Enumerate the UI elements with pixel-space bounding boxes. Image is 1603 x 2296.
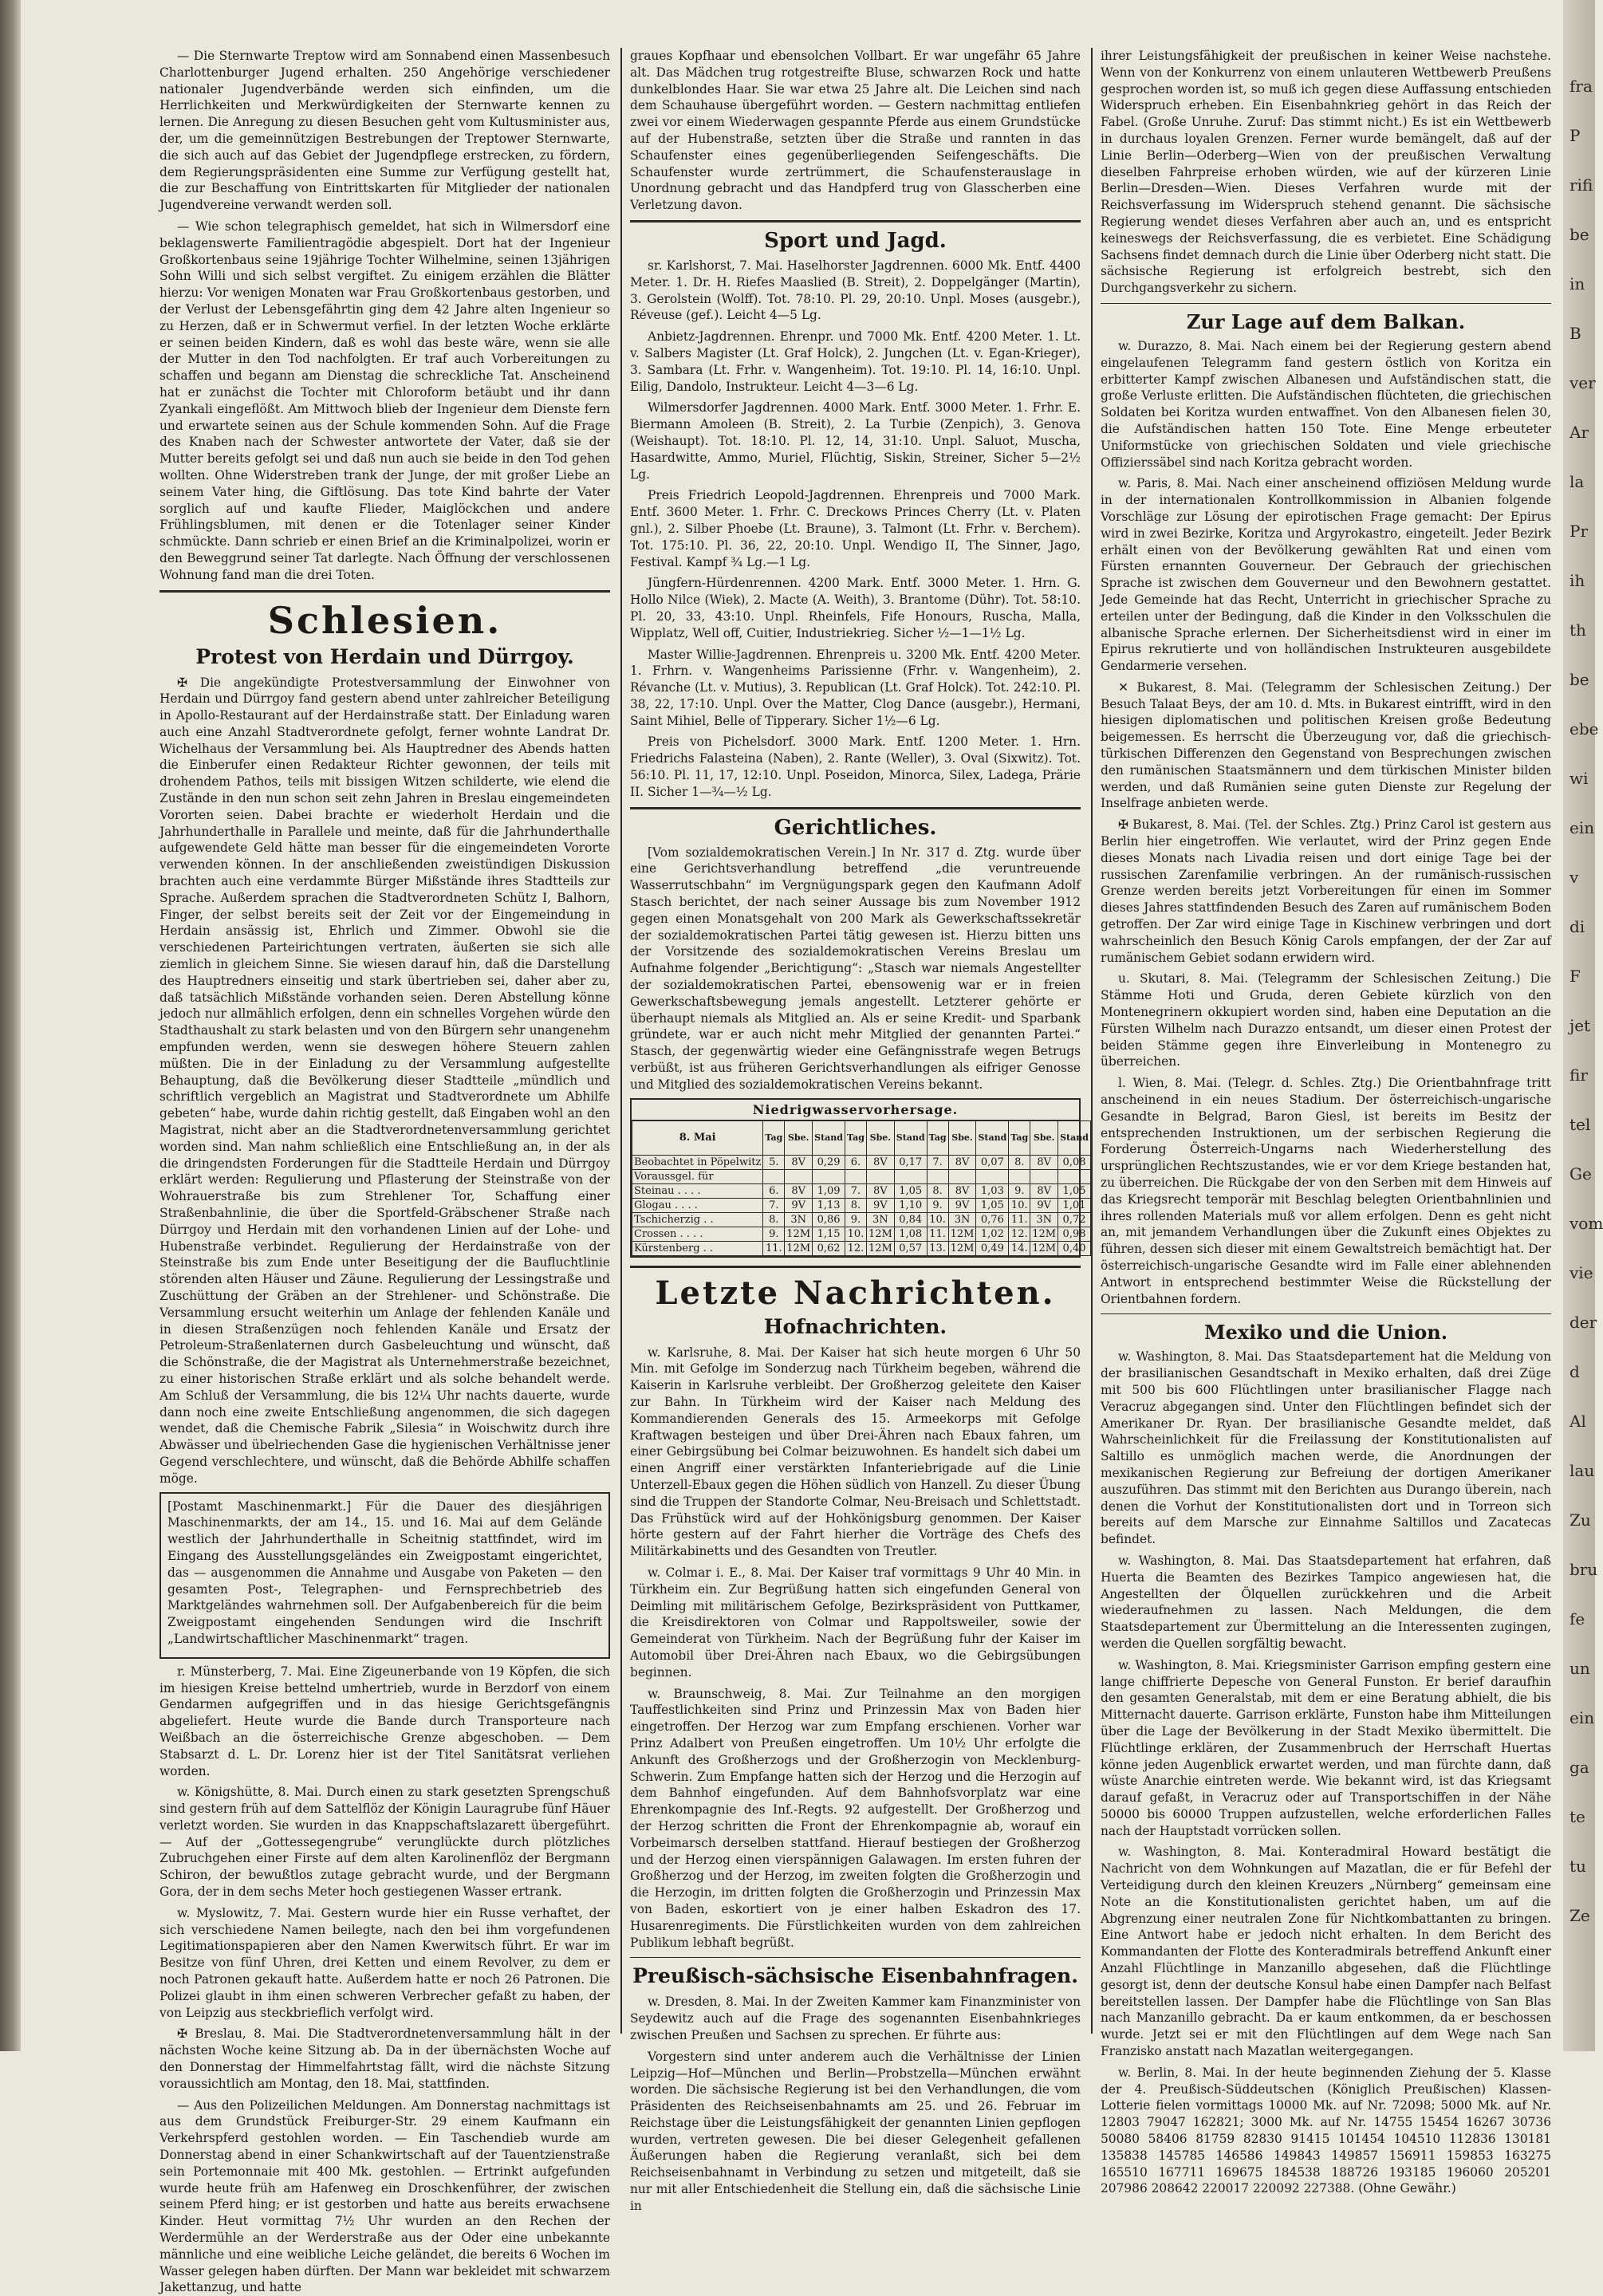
water-cell: 3N — [866, 1212, 894, 1227]
water-cell: 12M — [948, 1227, 976, 1241]
water-column-header: Stand — [976, 1120, 1009, 1155]
water-cell: 12. — [1009, 1227, 1030, 1241]
water-forecast-box — [630, 1098, 1089, 1258]
facing-page-fragment: bru — [1570, 1560, 1598, 1579]
facing-page-fragment: ebe — [1570, 719, 1599, 738]
facing-page-fragment: in — [1570, 274, 1585, 293]
water-cell: 8V — [785, 1183, 813, 1198]
facing-page-fragment: fir — [1570, 1065, 1588, 1085]
facing-page-fragment: v — [1570, 868, 1579, 887]
water-cell: 0,07 — [976, 1155, 1009, 1169]
water-cell: 8V — [948, 1155, 976, 1169]
facing-page-fragment: lau — [1570, 1461, 1595, 1480]
headline-balkan: Zur Lage auf dem Balkan. — [1186, 309, 1466, 333]
facing-page-fragment: der — [1570, 1313, 1597, 1332]
water-cell: 0,57 — [894, 1241, 927, 1255]
article-bukarest-1: ✕ Bukarest, 8. Mai. (Telegramm der Schlesischen Zeitung.) Der Besuch Talaat Beys, der am 10. d. Mts. in Bukarest eintrifft, wird in den hiesigen diplomatischen und politischen Kreisen große Bedeutung beigemessen. Es herrscht die Überzeugung vor, daß die griechisch-türkischen Differenzen den Gegenstand von Besprechungen zwischen den rumänischen Staatsmännern und dem türkischen Minister bilden werden, und daß Rumänien seine guten Dienste zur Regelung der Inselfrage anbieten werde. — [1101, 679, 1551, 811]
facing-page-fragment: ein — [1570, 818, 1595, 837]
water-cell — [1030, 1169, 1058, 1183]
facing-page-fragment: jet — [1570, 1016, 1591, 1035]
water-row-label: Crossen . . . . — [632, 1227, 763, 1241]
water-cell: 12M — [866, 1227, 894, 1241]
article-polizeiliche-meldungen: — Aus den Polizeilichen Meldungen. Am Donnerstag nachmittags ist aus dem Grundstück Freiburger-Str. 29 einem Kaufmann ein Verkehrspferd gestohlen worden. — Ein Taschendieb wurde am Donnerstag abend in einer Schankwirtschaft auf der Tauentzienstraße sein Portemonnaie mit 400 Mk. gestohlen. — Ertrinkt aufgefunden wurde heute früh am Hafenweg ein Droschkenführer, der zwischen seinem Pferd hing; er ist gestorben und hatte aus bereits erwachsene Kinder. Heut vormittag 7½ Uhr wurden an den Rechen der Werdermühle an der Werderstraße aus der Oder eine unbekannte männliche und eine weibliche Leiche geländet, die bereits 6 Wochen im Wasser gelegen haben dürften. Der Mann war bekleidet mit schwarzem Jakettanzug, und hatte — [160, 2097, 610, 2295]
water-cell: 12M — [785, 1241, 813, 1255]
facing-page-fragment: ein — [1570, 1708, 1595, 1727]
water-cell: 8. — [845, 1198, 866, 1212]
water-cell: 0,08 — [1058, 1155, 1091, 1169]
race-result: sr. Karlshorst, 7. Mai. Haselhorster Jagdrennen. 6000 Mk. Entf. 4400 Meter. 1. Dr. H. Riefes Maaslied (B. Streit), 2. Doppelgänger (Martin), 3. Gerolstein (Wolff). Tot. 78:10. Pl. 29, 20:10. Unpl. Moses (ausgebr.), Réveuse (gef.). Leicht 4—5 Lg. — [630, 258, 1081, 323]
article-karlsruhe: w. Karlsruhe, 8. Mai. Der Kaiser hat sich heute morgen 6 Uhr 50 Min. mit Gefolge im Sonderzug nach Türkheim begeben, während die Kaiserin in Karlsruhe verbleibt. Der Großherzog geleitete den Kaiser zur Bahn. In Türkheim wird der Kaiser nach Meldung des Kommandierenden Generals des 15. Armeekorps mit Gefolge Kraftwagen besteigen und über Drei-Ähren nach Ebaux fahren, um einer Gebirgsübung bei Colmar beizuwohnen. Es handelt sich dabei um einen Angriff einer verstärkten Infanteriebrigade auf die Linie Unterzell-Ebaux gegen die Höhen südlich von Hanzell. Zu dieser Übung sind die Truppen der Standorte Colmar, Neu-Breisach und Schlettstadt. Das Frühstück wird auf der Hohkönigsburg genommen. Der Kaiser hörte gestern auf der Fahrt hierher die Vorträge des Chefs des Militärkabinetts und des Gesandten von Treutler. — [630, 1345, 1081, 1559]
water-column-header: Sbe. — [948, 1120, 976, 1155]
water-cell — [976, 1169, 1009, 1183]
water-cell: 0,49 — [976, 1241, 1009, 1255]
headline-protest: Protest von Herdain und Dürrgoy. — [195, 644, 574, 668]
headline-mexiko: Mexiko und die Union. — [1203, 1321, 1448, 1345]
water-cell: 0,84 — [894, 1212, 927, 1227]
water-cell: 3N — [948, 1212, 976, 1227]
article-myslowitz: w. Myslowitz, 7. Mai. Gestern wurde hier ein Russe verhaftet, der sich verschiedene Namen beilegte, nach den bei ihm vorgefundenen Legitimationspapieren aber den Namen Kwerwitsch führt. Er war im Besitze von fünf Uhren, drei Ketten und einem Revolver, zu dem er noch Patronen gekauft hatte. Außerdem hatte er noch 26 Patronen. Die Polizei glaubt in ihm einen schweren Verbrecher gefaßt zu haben, der von Leipzig aus steckbrieflich verfolgt wird. — [160, 1905, 610, 2020]
water-cell: 1,05 — [1058, 1183, 1091, 1198]
water-cell: 8V — [1030, 1155, 1058, 1169]
water-cell: 1,09 — [813, 1183, 845, 1198]
water-cell — [813, 1169, 845, 1183]
facing-page-fragment: un — [1570, 1659, 1590, 1678]
column-3 — [1101, 48, 1551, 2196]
facing-page-fragment: Ge — [1570, 1164, 1592, 1183]
water-cell: 0,98 — [1058, 1227, 1091, 1241]
facing-page-fragment: Ar — [1570, 423, 1589, 442]
water-cell: 8. — [1009, 1155, 1030, 1169]
facing-page-fragment: wi — [1570, 769, 1589, 788]
article-koenigshuette: w. Königshütte, 8. Mai. Durch einen zu stark gesetzten Sprengschuß sind gestern früh auf dem Sattelflöz der Königin Lauragrube fünf Häuer verletzt worden. Sie wurden in das Knappschaftslazarett übergeführt. — Auf der „Gottessegengrube“ verunglückte durch plötzliches Zubruchgehen einer Firste auf dem alten Karolinenflöz der Bergmann Schiron, der bewußtlos zutage gebracht wurde, und der Bergmann Gora, der in dem sechs Meter hoch gestiegenen Wasser ertrank. — [160, 1785, 610, 1900]
water-cell: 11. — [1009, 1212, 1030, 1227]
notice-box-postamt — [160, 1492, 610, 1659]
water-cell: 0,72 — [1058, 1212, 1091, 1227]
article-washington-2: w. Washington, 8. Mai. Das Staatsdepartement hat erfahren, daß Huerta die Beamten des Bezirkes Tampico angewiesen hat, die Angestellten der Ölquellen zurückkehren und die Arbeit wiederaufnehmen zu lassen. Nach Meldungen, die dem Staatsdepartement zur Übermittelung an die Interessenten zugingen, werden die Quellen sorgfältig bewacht. — [1101, 1553, 1551, 1651]
notice-postamt: [Postamt Maschinenmarkt.] Für die Dauer des diesjährigen Maschinenmarkts, der am 14., 15. und 16. Mai auf dem Gelände westlich der Jahrhunderthalle in Scheitnig stattfindet, wird im Eingang des Ausstellungsgeländes ein Zweigpostamt eingerichtet, das — ausgenommen die Annahme und Ausgabe von Paketen — den gesamten Post-, Telegraphen- und Fernsprechbetrieb des Marktgeländes wahrnehmen soll. Der Aufgabenbereich für die beim Zweigpostamt eingehenden Sendungen wird die Inschrift „Landwirtschaftlicher Maschinenmarkt“ tragen. — [167, 1499, 602, 1646]
water-cell: 9. — [845, 1212, 866, 1227]
water-cell: 1,05 — [976, 1198, 1009, 1212]
water-cell — [845, 1169, 866, 1183]
water-cell: 1,10 — [894, 1198, 927, 1212]
article-paris: w. Paris, 8. Mai. Nach einer anscheinend offiziösen Meldung wurde in der internationalen Kontrollkommission in Albanien folgende Vorschläge zur Lösung der epirotischen Frage gemacht: Der Epirus wird in zwei Bezirke, Koritza und Argyrokastro, eingeteilt. Jeder Bezirk erhält einen von der Bevölkerung gewählten Rat und einen vom Fürsten ernannten Gouverneur. Der Gebrauch der griechischen Sprache ist zwischen dem Gouverneur und den Bewohnern gestattet. Jede Gemeinde hat das Recht, Unterricht in griechischer Sprache zu erteilen unter der Bedingung, daß die Kinder in den Volksschulen die albanische Sprache erlernen. Der Sicherheitsdienst wird in einer im Epirus rekrutierte und von holländischen Instrukteuren ausgebildete Gendarmerie versehen. — [1101, 476, 1551, 674]
water-column-header: Sbe. — [866, 1120, 894, 1155]
water-row-label: Steinau . . . . — [632, 1183, 763, 1198]
water-cell: 0,76 — [976, 1212, 1009, 1227]
water-cell: 11. — [927, 1227, 948, 1241]
divider — [1101, 1313, 1551, 1314]
water-cell: 0,86 — [813, 1212, 845, 1227]
water-row-label: Tschicherzig . . — [632, 1212, 763, 1227]
water-cell — [1058, 1169, 1091, 1183]
headline-eisenbahnfragen: Preußisch-sächsische Eisenbahnfragen. — [632, 1964, 1078, 1988]
divider — [630, 807, 1081, 809]
water-cell: 9V — [785, 1198, 813, 1212]
article-durazzo: w. Durazzo, 8. Mai. Nach einem bei der Regierung gestern abend eingelaufenen Telegramm fand gestern östlich von Koritza ein erbitterter Kampf zwischen Albanesen und Aufständischen statt, die große Verluste erlitten. Die Aufständischen flüchteten, die griechischen Soldaten bei Koritza wurden entwaffnet. Von den Albanesen fielen 30, die Aufständischen hatten 150 Tote. Eine Menge erbeuteter Uniformstücke von griechischen Soldaten und viele griechische Offizierssäbel sind nach Koritza gebracht worden. — [1101, 338, 1551, 470]
next-page-edge — [1563, 0, 1603, 2051]
race-result: Preis von Pichelsdorf. 3000 Mark. Entf. 1200 Meter. 1. Hrn. Friedrichs Falasteina (Naben), 2. Rante (Weller), 3. Oval (Sixwitz). Tot. 56:10. Pl. 11, 17, 12:10. Unpl. Poseidon, Minorca, Silex, Ladega, Prärie II. Sicher 1—¾—½ Lg. — [630, 734, 1081, 799]
divider — [630, 1957, 1081, 1958]
water-cell: 7. — [845, 1183, 866, 1198]
facing-page-fragment: Zu — [1570, 1510, 1591, 1530]
water-row-label: Beobachtet in Pöpelwitz — [632, 1155, 763, 1169]
facing-page-fragment: tel — [1570, 1115, 1591, 1134]
facing-page-fragment: ih — [1570, 571, 1585, 590]
water-column-header: Tag — [1009, 1120, 1030, 1155]
water-cell: 9. — [763, 1227, 785, 1241]
water-column-header: Stand — [813, 1120, 845, 1155]
facing-page-fragment: rifi — [1570, 175, 1593, 195]
water-cell: 1,05 — [894, 1183, 927, 1198]
water-cell: 12M — [1030, 1241, 1058, 1255]
facing-page-fragment: be — [1570, 670, 1589, 689]
water-cell: 1,15 — [813, 1227, 845, 1241]
book-spine-shadow — [0, 0, 21, 2051]
facing-page-fragment: Al — [1570, 1412, 1586, 1431]
facing-page-fragment: Ze — [1570, 1906, 1590, 1925]
water-cell — [785, 1169, 813, 1183]
article-washington-1: w. Washington, 8. Mai. Das Staatsdepartement hat die Meldung von der brasilianischen Gesandtschaft in Mexiko erhalten, daß drei Züge mit 500 bis 600 Flüchtlingen unter brasilianischer Flagge nach Veracruz abgegangen sind. Unter den Flüchtlingen befindet sich der Amerikaner Dr. Ryan. Der brasilianische Gesandte meldet, daß Wahrscheinlichkeit für die Freilassung der Konstitutionalisten auf Saltillo es unmöglich machen werde, die Anordnungen der mexikanischen Regierung zur Befreiung der dortigen Amerikaner auszuführen. Das stimmt mit den Berichten aus Durango überein, nach denen die Vorhut der Konstitutionalisten dort und in Torreon sich bereits auf dem Marsche zur Einnahme Saltillos und Zacatecas befindet. — [1101, 1349, 1551, 1547]
facing-page-fragment: di — [1570, 917, 1585, 936]
water-cell: 6. — [845, 1155, 866, 1169]
water-cell: 3N — [785, 1212, 813, 1227]
water-cell: 0,40 — [1058, 1241, 1091, 1255]
water-cell: 8V — [948, 1183, 976, 1198]
facing-page-fragment: tu — [1570, 1857, 1586, 1876]
water-cell: 3N — [1030, 1212, 1058, 1227]
facing-page-fragment: fra — [1570, 77, 1593, 96]
race-result: Jüngfern-Hürdenrennen. 4200 Mark. Entf. 3000 Meter. 1. Hrn. G. Hollo Nilce (Wiek), 2. Macte (A. Weith), 3. Brantome (Dühr). Tot. 58:10. Pl. 20, 33, 43:10. Unpl. Rheinfels, Fife Honours, Ruscha, Malla, Wipplatz, Well off, Cuitier, Industriekrieg. Sicher ½—1—1½ Lg. — [630, 576, 1081, 640]
race-result: Wilmersdorfer Jagdrennen. 4000 Mark. Entf. 3000 Meter. 1. Frhr. E. Biermann Amoleen (B. Streit), 2. La Turbie (Zenpich), 3. Genova (Weishaupt). Tot. 18:10. Pl. 12, 14, 31:10. Unpl. Saluot, Muscha, Hasardwitte, Ammo, Muriel, Flüchtig, Siskin, Streiner, Sicher 5—2½ Lg. — [630, 400, 1081, 482]
section-title-schlesien: Schlesien. — [267, 598, 502, 642]
water-column-header: Tag — [927, 1120, 948, 1155]
water-cell: 12M — [785, 1227, 813, 1241]
water-cell: 8V — [866, 1183, 894, 1198]
water-cell: 1,08 — [894, 1227, 927, 1241]
water-cell: 5. — [763, 1155, 785, 1169]
article-bukarest-2: ✠ Bukarest, 8. Mai. (Tel. der Schles. Ztg.) Prinz Carol ist gestern aus Berlin hier eingetroffen. Wie verlautet, wird der Prinz gegen Ende dieses Monats nach Livadia reisen und dort einige Tage bei der russischen Zarenfamilie verbringen. An der rumänisch-russischen Grenze werden bereits jetzt Vorbereitungen für einen im Sommer dieses Jahres stattfindenden Besuch des Zaren auf rumänischem Boden getroffen. Der Zar wird einige Tage in Kischinew verbringen und dort wahrscheinlich den Besuch König Carols empfangen, der der Zar auf rumänischem Gebiet sodann erwidern wird. — [1101, 817, 1551, 965]
water-row-label: Kürstenberg . . — [632, 1241, 763, 1255]
article-breslau-stadtverordnete: ✠ Breslau, 8. Mai. Die Stadtverordnetenversammlung hält in der nächsten Woche keine Sitzung ab. Da in der übernächsten Woche auf den Donnerstag der Himmelfahrtstag fällt, wird die nächste Sitzung voraussichtlich am Montag, den 18. Mai, stattfinden. — [160, 2026, 610, 2091]
article-skutari: u. Skutari, 8. Mai. (Telegramm der Schlesischen Zeitung.) Die Stämme Hoti und Gruda, deren Gebiete kürzlich von den Montenegrinern okkupiert worden sind, haben eine Deputation an die Fürsten Wilhelm nach Durazzo entsandt, um dieser einen Protest der beiden Stämme gegen ihre Einverleibung in Montenegro zu überreichen. — [1101, 971, 1551, 1069]
water-cell: 0,17 — [894, 1155, 927, 1169]
column-rule — [1091, 48, 1093, 2034]
divider — [1101, 303, 1551, 304]
water-cell: 6. — [763, 1183, 785, 1198]
section-title-sport: Sport und Jagd. — [764, 228, 947, 253]
water-cell: 12. — [845, 1241, 866, 1255]
water-row-label: Voraussgel. für — [632, 1169, 763, 1183]
facing-page-fragment: ver — [1570, 373, 1596, 392]
facing-page-fragment: Pr — [1570, 522, 1589, 541]
water-forecast-title: Niedrigwasservorhersage. — [632, 1100, 1079, 1120]
water-cell: 12M — [1030, 1227, 1058, 1241]
divider — [160, 590, 610, 593]
water-cell: 8V — [785, 1155, 813, 1169]
water-cell: 0,29 — [813, 1155, 845, 1169]
water-cell: 9V — [866, 1198, 894, 1212]
facing-page-fragment: th — [1570, 620, 1586, 640]
facing-page-fragment: F — [1570, 967, 1581, 986]
column-2 — [630, 48, 1089, 2213]
water-cell: 9V — [948, 1198, 976, 1212]
article-sozialdemokratischer-verein: [Vom sozialdemokratischen Verein.] In Nr. 317 d. Ztg. wurde über eine Gerichtsverhandlung betreffend „die veruntreuende Wasserrutschbahn“ im Vergnügungspark gegen den Kaufmann Adolf Stasch berichtet, der nach seiner Aussage bis zum November 1912 gegen einen Monatsgehalt von 200 Mark als Gewerkschaftssekretär der sozialdemokratischen Partei tätig gewesen ist. Hierzu bitten uns der Vorsitzende des sozialdemokratischen Vereins Breslau um Aufnahme folgender „Berichtigung“: „Stasch war niemals Angestellter der sozialdemokratischen Partei, ebensowenig war er in freien Gewerkschaftsbewegung jemals angestellt. Letzterer gehörte er überhaupt niemals als Mitglied an. Als er seine Kredit- und Sparbank gründete, war er auch nicht mehr Mitglied der genannten Partei.“ Stasch, der gegenwärtig wieder eine Gefängnisstrafe wegen Betrugs verbüßt, ist aus früheren Gerichtsverhandlungen als eifriger Genosse und Mitglied des sozialdemokratischen Vereins bekannt. — [630, 845, 1081, 1092]
water-cell: 10. — [845, 1227, 866, 1241]
facing-page-fragment: d — [1570, 1362, 1580, 1381]
water-cell: 0,62 — [813, 1241, 845, 1255]
article-wien: l. Wien, 8. Mai. (Telegr. d. Schles. Ztg.) Die Orientbahnfrage tritt anscheinend in ein neues Stadium. Der österreichisch-ungarische Gesandte in Belgrad, Baron Giesl, ist bereits im Besitz der entsprechenden Instruktionen, um der serbischen Regierung die Forderung Österreich-Ungarns nach Wiederherstellung des ursprünglichen Rechtszustandes, wie er vor dem Kriege bestanden hat, zu überreichen. Die Rückgabe der von den Serben mit dem Hinweis auf das Kriegsrecht temporär mit Beschlag belegten Orientbahnlinien und ihres rollenden Materials muß vor allem erfolgen. Denn es geht nicht an, mit jemandem Verhandlungen über die Zukunft eines Objektes zu führen, dessen sich dieser mit einem Gewaltstreich bemächtigt hat. Der österreichisch-ungarische Gesandte wird im Falle einer ablehnenden Antwort in entsprechend bestimmter Weise die Rückstellung der Orientbahnen fordern. — [1101, 1076, 1551, 1306]
water-column-header: Stand — [894, 1120, 927, 1155]
water-column-header: Sbe. — [1030, 1120, 1058, 1155]
race-result: Anbietz-Jagdrennen. Ehrenpr. und 7000 Mk. Entf. 4200 Meter. 1. Lt. v. Salbers Magister (Lt. Graf Holck), 2. Jungchen (Lt. v. Egan-Krieger), 3. Sambara (Lt. Frhr. v. Wangenheim). Tot. 19:10. Pl. 14, 16:10. Unpl. Eilig, Dandolo, Instrukteur. Leicht 4—3—6 Lg. — [630, 329, 1081, 394]
article-washington-4: w. Washington, 8. Mai. Konteradmiral Howard bestätigt die Nachricht von dem Wohnkungen auf Mazatlan, die er für Befehl der Verteidigung durch den kleinen Kreuzers „Nürnberg“ gemeinsam eine Note an die Konstitutionalisten gerichtet haben, um auf die Abgrenzung einer neutralen Zone für Nichtkombattanten zu bringen. Eine Antwort habe er jedoch nicht erhalten. In dem Bericht des Kommandanten der Flotte des Konteradmirals betreffend Ankunft einer Anzahl Flüchtlinge in Manzanillo abgesehen, daß die Flüchtlinge gesorgt ist, denn der deutsche Konsul habe einen Dampfer nach Belfast bereitstellen lassen. Der Dampfer habe die Flüchtlinge von San Blas nach Manzanillo gebracht. Da er kaum entkommen, da er beschossen wurde. Jetzt sei er mit den Flüchtlingen auf dem Wege nach San Franzisko anstatt nach Mazatlan weitergegangen. — [1101, 1845, 1551, 2059]
article-sternwarte: — Die Sternwarte Treptow wird am Sonnabend einen Massenbesuch Charlottenburger Jugend erhalten. 250 Angehörige verschiedener nationaler Jugendverbände werden sich einfinden, um die Herrlichkeiten und Merkwürdigkeiten der Sternwarte kennen zu lernen. Die Anregung zu diesen Besuchen geht vom Kultusminister aus, der, um die gemeinnützigen Bestrebungen der Treptower Sternwarte, die sich auch auf das Gebiet der Jugendpflege erstrecken, zu fördern, dem Regierungspräsidenten eine Summe zur Verfügung gestellt hat, die zur Beschaffung von Eintrittskarten für Mitglieder der nationalen Jugendvereine verwandt werden soll. — [160, 49, 610, 213]
facing-page-fragment: vie — [1570, 1263, 1593, 1282]
water-cell: 13. — [927, 1241, 948, 1255]
water-cell: 9. — [1009, 1183, 1030, 1198]
water-cell: 8V — [1030, 1183, 1058, 1198]
section-title-gerichtliches: Gerichtliches. — [774, 815, 937, 840]
water-row-label: Glogau . . . . — [632, 1198, 763, 1212]
water-cell: 10. — [927, 1212, 948, 1227]
water-cell: 1,01 — [1058, 1198, 1091, 1212]
facing-page-fragment: la — [1570, 472, 1585, 491]
water-cell: 11. — [763, 1241, 785, 1255]
article-dresden: w. Dresden, 8. Mai. In der Zweiten Kammer kam Finanzminister von Seydewitz auch auf die Frage des sogenannten Eisenbahnkrieges zwischen Preußen und Sachsen zu sprechen. Er führte aus: — [630, 1995, 1081, 2042]
water-cell: 8. — [763, 1212, 785, 1227]
headline-hofnachrichten: Hofnachrichten. — [763, 1314, 947, 1338]
article-braunschweig: w. Braunschweig, 8. Mai. Zur Teilnahme an den morgigen Tauffestlichkeiten sind Prinz und Prinzessin Max von Baden hier eingetroffen. Der Herzog war zum Empfang erschienen. Vorher war Prinz Adalbert von Preußen eingetroffen. Um 10½ Uhr erfolgte die Ankunft des Großherzogs und der Großherzogin von Mecklenburg-Schwerin. Zum Empfange hatten sich der Herzog und die Herzogin auf dem Bahnhof eingefunden. Auf dem Bahnhofsvorplatz war eine Ehrenkompagnie des Inf.-Regts. 92 aufgestellt. Der Großherzog und der Herzog schritten die Front der Ehrenkompagnie ab, worauf ein Vorbeimarsch derselben stattfand. Hierauf bestiegen der Großherzog und der Herzog einen vierspännigen Galawagen. Im ersten fuhren der Großherzog und der Herzog, im zweiten folgten die Großherzogin und die Herzogin, im dritten folgten die Großherzogin und Prinzessin Max von Baden, eskortiert von je einer halben Eskadron des 17. Husarenregiments. Die Fürstlichkeiten wurden von dem zahlreichen Publikum lebhaft begrüßt. — [630, 1686, 1081, 1950]
facing-page-fragment: B — [1570, 324, 1581, 343]
section-title-letzte-nachrichten: Letzte Nachrichten. — [655, 1274, 1056, 1312]
water-cell — [866, 1169, 894, 1183]
water-cell: 12M — [866, 1241, 894, 1255]
article-protest: ✠ Die angekündigte Protestversammlung der Einwohner von Herdain und Dürrgoy fand gestern abend unter zahlreicher Beteiligung in Apollo-Restaurant auf der Herdainstraße statt. Der Einladung waren auch eine Anzahl Stadtverordnete gefolgt, ferner wohnte Landrat Dr. Wichelhaus der Versammlung bei. Als Hauptredner des Abends hatten die Einberufer einen Redakteur Richter gewonnen, der teils mit drohendem Pathos, teils mit bissigen Witzen schilderte, wie elend die Zustände in den nun schon seit zehn Jahren in Breslau eingemeindeten Vororten seien. Dabei brachte er wiederholt Herdain und die Jahrhunderthalle in Parallele und meinte, daß für die Jahrhunderthalle aufgewendete Geld hätte man besser für die eingemeindeten Vororte verwenden können. In der anschließenden zweistündigen Diskussion brachten auch eine verdammte Bürger Mißstände ihres Stadtteils zur Sprache. Außerdem sprachen die Stadtverordneten Schütz I, Balhorn, Finger, der selbst bereits seit der Zeit vor der Eingemeindung in Herdain ansässig ist, Ehrlich und Zimmer. Obwohl sie die verschiedenen Parteirichtungen vertraten, äußerten sie sich alle ziemlich in gleichem Sinne. Sie wiesen darauf hin, daß die Darstellung des Hauptredners einseitig und stark übertrieben sei, daher aber zu, daß tatsächlich Mißstände vorhanden seien. Deren Abstellung könne jedoch nur allmählich erfolgen, denn ein schnelles Vorgehen würde den Stadthaushalt zu stark belasten und von den Bürgern sehr unangenehm empfunden werden, wenn sie deswegen höhere Steuern zahlen müßten. Die in der Einladung zu der Versammlung aufgestellte Behauptung, daß die Bevölkerung dieser Stadtteile „mündlich und schriftlich vergeblich an Magistrat und Stadtverordnete um Abhilfe gebeten“ habe, wurde dahin richtig gestellt, daß Eingaben wohl an den Magistrat, nicht aber an die Stadtverordnetenversammlung gerichtet worden sind. Man nahm schließlich eine Entschließung an, in der als die dringendsten Forderungen für die Stadtteile Herdain und Dürrgoy erklärt werden: Regulierung und Pflasterung der Steinstraße von der Wohrauerstraße bis zum Strehlener Tor, Schaffung einer Straßenbahnlinie, die über die Sportfeld-Gräbschener Straße nach Dürrgoy und Herdain mit den vorhandenen Linien auf der Lohe- und Hubenstraße verbindet. Regulierung der Herdainstraße von der Steinstraße bis zum Ende unter Beseitigung der die Baufluchtlinie störenden alten Häuser und Zäune. Regulierung der Lessingstraße und Zuschüttung der Gräben an der Strehlener- und Schönstraße. Die Versammlung ersucht weiterhin um Anlage der fehlenden Kanäle und in diesen Straßenzügen noch fehlenden Kanäle und Ersatz der Petroleum-Straßenlaternen durch Gasbeleuchtung und wünscht, daß die Schönstraße, die der Magistrat als Unternehmerstraße bezeichnet, zu einer historischen Straße erklärt und als solche behandelt werde. Am Schluß der Versammlung, die bis 12¼ Uhr nachts dauerte, wurde dann noch eine zweite Entschließung angenommen, die sich dagegen wendet, daß die Chemische Fabrik „Silesia“ in Woischwitz durch ihre Abwässer und übelriechenden Gase die hygienischen Verhältnisse jener Gegend verschlechtere, und wünscht, daß die Behörde Abhilfe schaffen möge. — [160, 675, 610, 1486]
water-cell: 1,13 — [813, 1198, 845, 1212]
newspaper-page — [160, 48, 1555, 2295]
water-column-header: Sbe. — [785, 1120, 813, 1155]
divider — [630, 220, 1081, 223]
water-forecast-table — [632, 1120, 1091, 1256]
article-colmar: w. Colmar i. E., 8. Mai. Der Kaiser traf vormittags 9 Uhr 40 Min. in Türkheim ein. Zur Begrüßung hatten sich eingefunden General von Deimling mit militärischem Gefolge, Bezirkspräsident von Puttkamer, die Kreisdirektoren von Colmar und Rappoltsweiler, sowie der Gemeinderat von Türkheim. Nach der Begrüßung fuhr der Kaiser im Automobil über Drei-Ähren nach Ebaux, wo die Gebirgsübungen beginnen. — [630, 1565, 1081, 1680]
column-rule — [620, 48, 622, 2034]
water-cell: 9. — [927, 1198, 948, 1212]
divider — [630, 1266, 1081, 1268]
article-familientragoedie: — Wie schon telegraphisch gemeldet, hat sich in Wilmersdorf eine beklagenswerte Familientragödie abgespielt. Dort hat der Ingenieur Großkortenbaus seine 19jährige Tochter Wilhelmine, seinen 13jährigen Sohn Willi und sich selbst vergiftet. Zu einigem erzählen die Blätter hierzu: Vor wenigen Monaten war Frau Großkortenbaus gestorben, und der Verlust der Lebensgefährtin ging dem 42 Jahre alten Ingenieur so zu Herzen, daß er in Schwermut verfiel. In der letzten Woche erklärte er seinen beiden Kindern, daß es wohl das beste wäre, wenn sie alle der Mutter in den Tod nachfolgten. Er traf auch Vorbereitungen zu schaffen und begann am Dienstag die schreckliche Tat. Anscheinend hat er zunächst die Tochter mit Chloroform betäubt und ihr dann Zyankali eingeflößt. Am Mittwoch blieb der Ingenieur dem Dienste fern und erwartete seinen aus der Schule kommenden Sohn. Auf die Frage des Knaben nach der Schwester antwortete der Vater, daß sie der Mutter bereits gefolgt sei und daß nun auch sie beide in den Tod gehen wollten. Ohne Widerstreben trank der Junge, der mit großer Liebe an seinem Vater hing, die Giftlösung. Das tote Kind bahrte der Vater sorglich auf und kaufte Flieder, Maiglöckchen und andere Frühlingsblumen, mit denen er die Totenlager seiner Kinder schmückte. Dann schrieb er einen Brief an die Kriminalpolizei, worin er den Beweggrund seiner Tat darlegte. Nach Öffnung der verschlossenen Wohnung fand man die drei Toten. — [160, 219, 610, 582]
article-muensterberg: r. Münsterberg, 7. Mai. Eine Zigeunerbande von 19 Köpfen, die sich im hiesigen Kreise bettelnd umhertrieb, wurde in Berzdorf von einem Gendarmen aufgegriffen und in das hiesige Gerichtsgefängnis abgeliefert. Heute wurde die Bande durch Transporteure nach Weißbach an die österreichische Grenze abgeschoben. — Dem Stabsarzt d. L. Dr. Lorenz hier ist der Titel Sanitätsrat verliehen worden. — [160, 1664, 610, 1778]
column-1 — [160, 48, 610, 2295]
facing-page-fragment: vom — [1570, 1214, 1603, 1233]
facing-page-fragment: be — [1570, 225, 1589, 244]
article-continued: graues Kopfhaar und ebensolchen Vollbart. Er war ungefähr 65 Jahre alt. Das Mädchen trug rotgestreifte Bluse, schwarzen Rock und hatte dunkelblondes Haar. Sie war etwa 25 Jahre alt. Die Leichen sind nach dem Schauhause übergeführt worden. — Gestern nachmittag entliefen zwei vor einem Wiederwagen gespannte Pferde aus einem Grundstücke auf der Hubenstraße, setzten über die Straße und rannten in das Schaufenster eines gegenüberliegenden Seifengeschäfts. Die Schaufenster wurde zertrümmert, die Schaufensterauslage in Unordnung gebracht und das Handpferd trug von Glasscherben eine Verletzung davon. — [630, 49, 1081, 213]
water-cell — [927, 1169, 948, 1183]
water-cell — [763, 1169, 785, 1183]
facing-page-fragment: te — [1570, 1807, 1585, 1826]
water-cell: 7. — [763, 1198, 785, 1212]
facing-page-fragment: ga — [1570, 1758, 1589, 1777]
facing-page-fragment: fe — [1570, 1609, 1585, 1628]
water-cell: 8. — [927, 1183, 948, 1198]
water-cell — [948, 1169, 976, 1183]
water-cell: 14. — [1009, 1241, 1030, 1255]
water-column-header: Stand — [1058, 1120, 1091, 1155]
water-column-header: Tag — [845, 1120, 866, 1155]
water-column-header: Tag — [763, 1120, 785, 1155]
article-dresden-continued: Vorgestern sind unter anderem auch die Verhältnisse der Linien Leipzig—Hof—München und Berlin—Probstzella—München erwähnt worden. Die sächsische Regierung ist bei den Verhandlungen, die vom Präsidenten des Reichseisenbahnamts am 25. und 26. Februar im Reichstage über die Leistungsfähigkeit der genannten Linien gepflogen wurden, vertreten gewesen. Die bei dieser Gelegenheit gefallenen Äußerungen haben die Regierung veranlaßt, sich bei dem Reichseisenbahnamt in Verbindung zu setzen und mitgeteilt, daß sie nur mit aller Entschiedenheit die Stellung ein, daß die sächsische Linie in — [630, 2049, 1081, 2213]
water-cell: 12M — [948, 1241, 976, 1255]
race-result: Master Willie-Jagdrennen. Ehrenpreis u. 3200 Mk. Entf. 4200 Meter. 1. Frhrn. v. Wangenheims Parissienne (Frhr. v. Wangenheim), 2. Révanche (Lt. v. Mutius), 3. Republican (Lt. Graf Holck). Tot. 242:10. Pl. 38, 22, 17:10. Unpl. Over the Matter, Clog Dance (ausgebr.), Hermani, Saint Mihiel, Belle of Tipperary. Sicher 1½—6 Lg. — [630, 647, 1081, 728]
water-date-header: 8. Mai — [632, 1120, 763, 1155]
water-cell — [894, 1169, 927, 1183]
water-cell — [1009, 1169, 1030, 1183]
article-berlin-lotterie: w. Berlin, 8. Mai. In der heute beginnenden Ziehung der 5. Klasse der 4. Preußisch-Süddeutschen (Königlich Preußischen) Klassen-Lotterie fielen vormittags 10000 Mk. auf Nr. 72098; 5000 Mk. auf Nr. 12803 79047 162821; 3000 Mk. auf Nr. 14755 15454 16267 30736 50080 58406 81759 82830 91415 101454 104510 112836 130181 135838 145785 146586 149843 149857 156911 159853 163275 165510 167711 169675 184538 188726 193185 196060 205201 207986 208642 220017 220092 227388. (Ohne Gewähr.) — [1101, 2065, 1551, 2196]
article-continued: ihrer Leistungsfähigkeit der preußischen in keiner Weise nachstehe. Wenn von der Konkurrenz von einem unlauteren Wettbewerb Preußens gesprochen worden ist, so muß ich gegen diese Auffassung entschieden Widerspruch erheben. Ein Eisenbahnkrieg gehört in das Reich der Fabel. (Große Unruhe. Zuruf: Das stimmt nicht.) Es ist ein Wettbewerb in durchaus loyalen Grenzen. Ferner wurde bemängelt, daß auf der Linie Berlin—Oderberg—Wien von der preußischen Verwaltung dieselben Fahrpreise erhoben würden, wie auf der kürzeren Linie Berlin—Dresden—Wien. Dieses Verfahren wurde mit der Reichsverfassung im Widerspruch stehend genannt. Die sächsische Regierung wendet dieses Verfahren aber auch an, und es entspricht keineswegs der Reichsverfassung, die es verbietet. Eine Schädigung Sachsens findet demnach durch die Linie über Oderberg nicht statt. Die sächsische Regierung ist erfolgreich bestrebt, sich den Durchgangsverkehr zu sichern. — [1101, 49, 1551, 296]
water-cell: 10. — [1009, 1198, 1030, 1212]
water-cell: 1,03 — [976, 1183, 1009, 1198]
water-cell: 9V — [1030, 1198, 1058, 1212]
article-washington-3: w. Washington, 8. Mai. Kriegsminister Garrison empfing gestern eine lange chiffrierte Depesche von General Funston. Er berief daraufhin den gesamten Generalstab, mit dem er eine Beratung abhielt, die bis Mitternacht dauerte. Garrison erklärte, Funston habe ihm Mitteilungen über die Lage der Bevölkerung in der Stadt Mexiko übermittelt. Die Flüchtlinge erklären, der Zusammenbruch der Herrschaft Huertas könne jeden Augenblick erwartet werden, und man fürchte dann, daß wüste Anarchie eintreten werde. Wie bekannt wird, ist das Kriegsamt darauf gefaßt, in Veracruz oder auf Transportschiffen in der Nähe 50000 bis 60000 Truppen aufzustellen, welche erforderlichen Falles nach der Hauptstadt vorrücken sollen. — [1101, 1657, 1551, 1838]
water-cell: 1,02 — [976, 1227, 1009, 1241]
race-result: Preis Friedrich Leopold-Jagdrennen. Ehrenpreis und 7000 Mark. Entf. 3600 Meter. 1. Frhr. C. Dreckows Princes Cherry (Lt. v. Platen gnl.), 2. Silber Phoebe (Lt. Braune), 3. Talmont (Lt. Frhr. v. Berchem). Tot. 175:10. Pl. 36, 22, 20:10. Unpl. Wendigo II, The Sinner, Jago, Festival. Kampf ¾ Lg.—1 Lg. — [630, 488, 1081, 569]
water-cell: 7. — [927, 1155, 948, 1169]
facing-page-fragment: P — [1570, 126, 1581, 145]
water-cell: 8V — [866, 1155, 894, 1169]
